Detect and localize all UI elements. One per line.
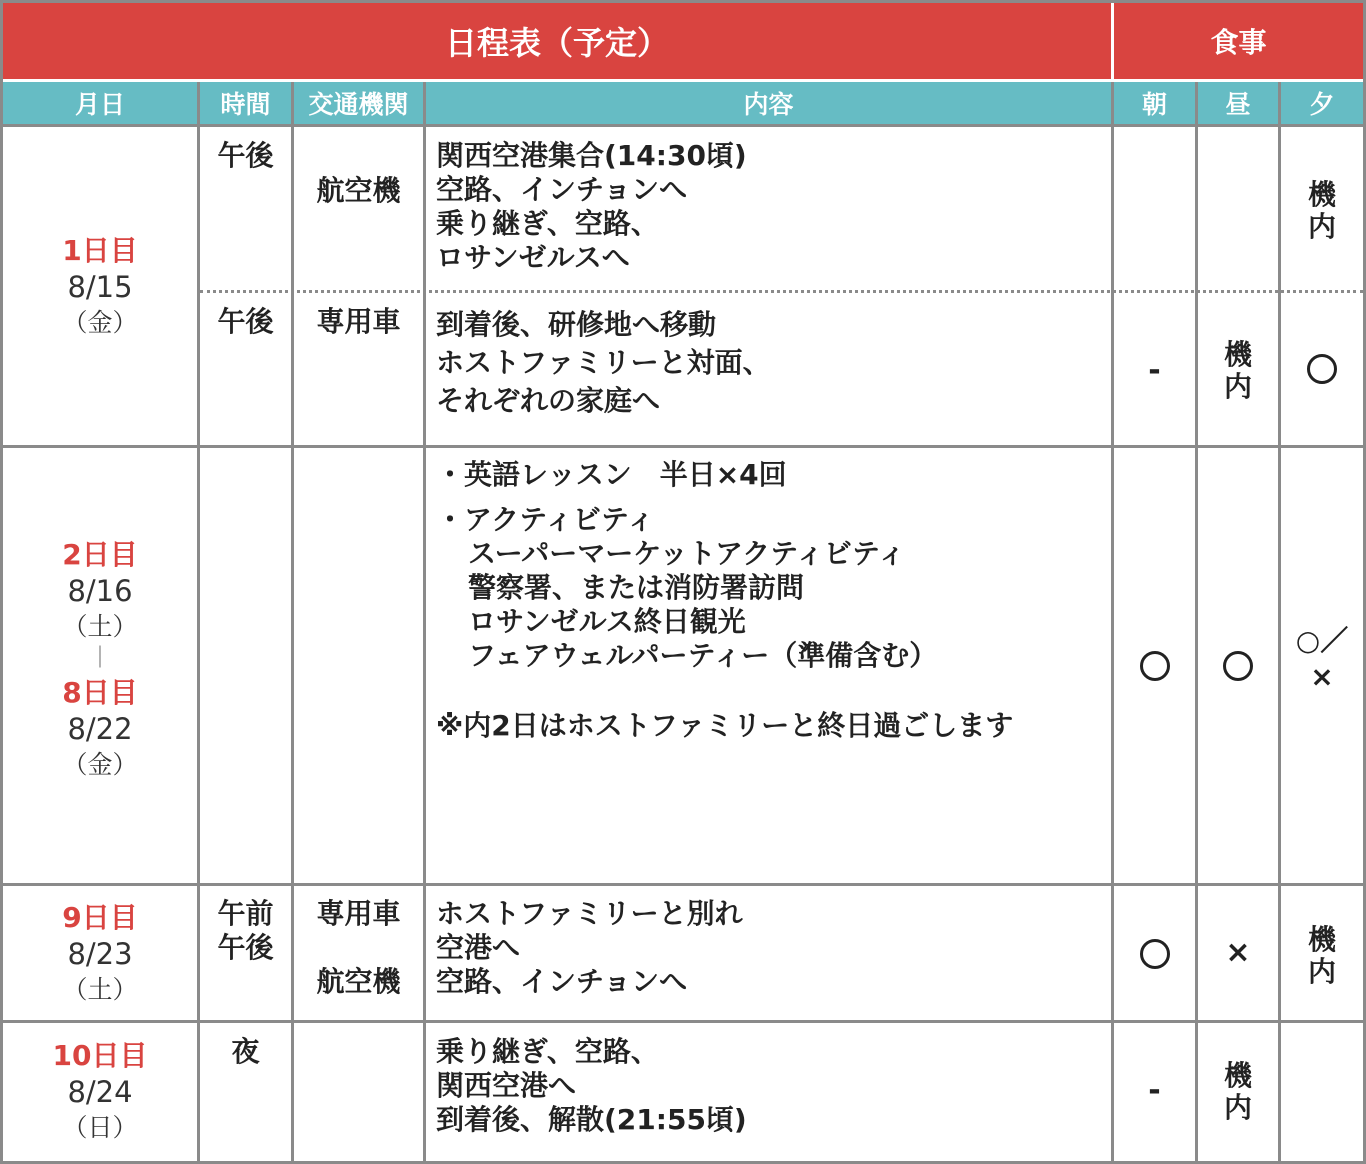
content-line: ホストファミリーと対面、 [436,346,771,379]
grid-line [423,82,426,1161]
meals-title: 食事 [1114,3,1363,79]
content-line: 関西空港へ [436,1069,577,1102]
col-header-date: 月日 [3,82,197,124]
content-bullet: ・アクティビティ [436,503,655,536]
day-label [3,1037,197,1145]
col-header-breakfast: 朝 [1114,82,1195,124]
day-date: 8/16 [67,574,133,608]
content-line: 空路、インチョンへ [436,173,688,206]
day-weekday: （日） [62,1113,138,1142]
content-line: 空港へ [436,931,521,964]
time-cell: 午後 [217,931,274,964]
day-label [3,899,197,1007]
day-label [3,536,197,782]
row-divider [3,883,1363,886]
activity-line: ロサンゼルス終日観光 [468,605,746,638]
time-cell: 午後 [217,305,274,338]
day-date: 8/15 [67,270,133,304]
day-number: 9日目 [62,901,138,934]
meal-in-flight: 機内 [1307,178,1336,243]
day-weekday: （金） [62,308,138,337]
activity-line: 警察署、または消防署訪問 [468,571,805,604]
col-header-dinner: 夕 [1281,82,1363,124]
dinner-meal [1281,354,1363,392]
day-label [3,232,197,340]
circle-mark [1307,354,1337,384]
circle-mark [1223,651,1253,681]
time-cell: 夜 [231,1035,260,1068]
header-divider [1111,3,1114,79]
day-number: 1日目 [62,234,138,267]
content-bullet: ・英語レッスン 半日×4回 [436,458,787,491]
grid-line [291,82,294,1161]
content-line: 乗り継ぎ、空路、 [436,207,659,240]
meal-in-flight: 機内 [1307,923,1336,988]
transport-cell: 専用車 [316,305,401,338]
lunch-meal [1198,1060,1278,1124]
lunch-meal [1198,651,1278,689]
breakfast-meal [1114,939,1195,977]
breakfast-meal [1114,651,1195,689]
col-header-lunch: 昼 [1198,82,1278,124]
lunch-meal [1198,339,1278,403]
table-title: 日程表（予定） [3,3,1111,79]
circle-mark [1140,939,1170,969]
day-date: 8/23 [67,937,133,971]
content-line: 到着後、研修地へ移動 [436,308,717,341]
dinner-meal [1281,924,1363,988]
grid-line [1111,82,1114,1161]
day-weekday-end: （金） [62,750,138,779]
grid-line [3,124,1363,127]
content-line: 関西空港集合(14:30頃) [436,139,747,172]
col-header-content: 内容 [426,82,1111,124]
grid-line [3,79,1363,82]
content-line: ホストファミリーと別れ [436,897,743,930]
day-number: 10日目 [52,1039,148,1072]
time-cell: 午前 [217,897,274,930]
day-number: 2日目 [62,538,138,571]
sub-row-divider [200,290,1363,293]
circle-mark [1140,651,1170,681]
grid-line [197,82,200,1161]
breakfast-meal: - [1148,1073,1161,1108]
dinner-meal [1281,179,1363,243]
content-line: 乗り継ぎ、空路、 [436,1035,659,1068]
day-weekday: （土） [62,975,138,1004]
transport-cell: 航空機 [316,965,401,998]
col-header-time: 時間 [200,82,291,124]
lunch-meal: × [1225,935,1251,970]
transport-cell: 専用車 [316,897,401,930]
content-note: ※内2日はホストファミリーと終日過ごします [436,709,1014,742]
day-number-end: 8日目 [62,676,138,709]
day-date-end: 8/22 [67,712,133,746]
breakfast-meal: - [1148,353,1161,388]
transport-cell: 航空機 [316,174,401,207]
day-weekday: （土） [62,612,138,641]
dinner-meal: ○／× [1295,624,1349,693]
content-line: 到着後、解散(21:55頃) [436,1103,747,1136]
range-separator: ｜ [88,646,111,671]
meal-in-flight: 機内 [1223,338,1252,403]
activity-line: スーパーマーケットアクティビティ [468,537,906,570]
meal-in-flight: 機内 [1223,1059,1252,1124]
content-line: 空路、インチョンへ [436,965,688,998]
row-divider [3,445,1363,448]
time-cell: 午後 [217,139,274,172]
row-divider [3,1020,1363,1023]
day-date: 8/24 [67,1075,133,1109]
grid-line [1278,82,1281,1161]
content-line: ロサンゼルスへ [436,241,630,274]
col-header-transport: 交通機関 [294,82,423,124]
activity-line: フェアウェルパーティー（準備含む） [468,639,938,672]
grid-line [1195,82,1198,1161]
content-line: それぞれの家庭へ [436,384,661,417]
